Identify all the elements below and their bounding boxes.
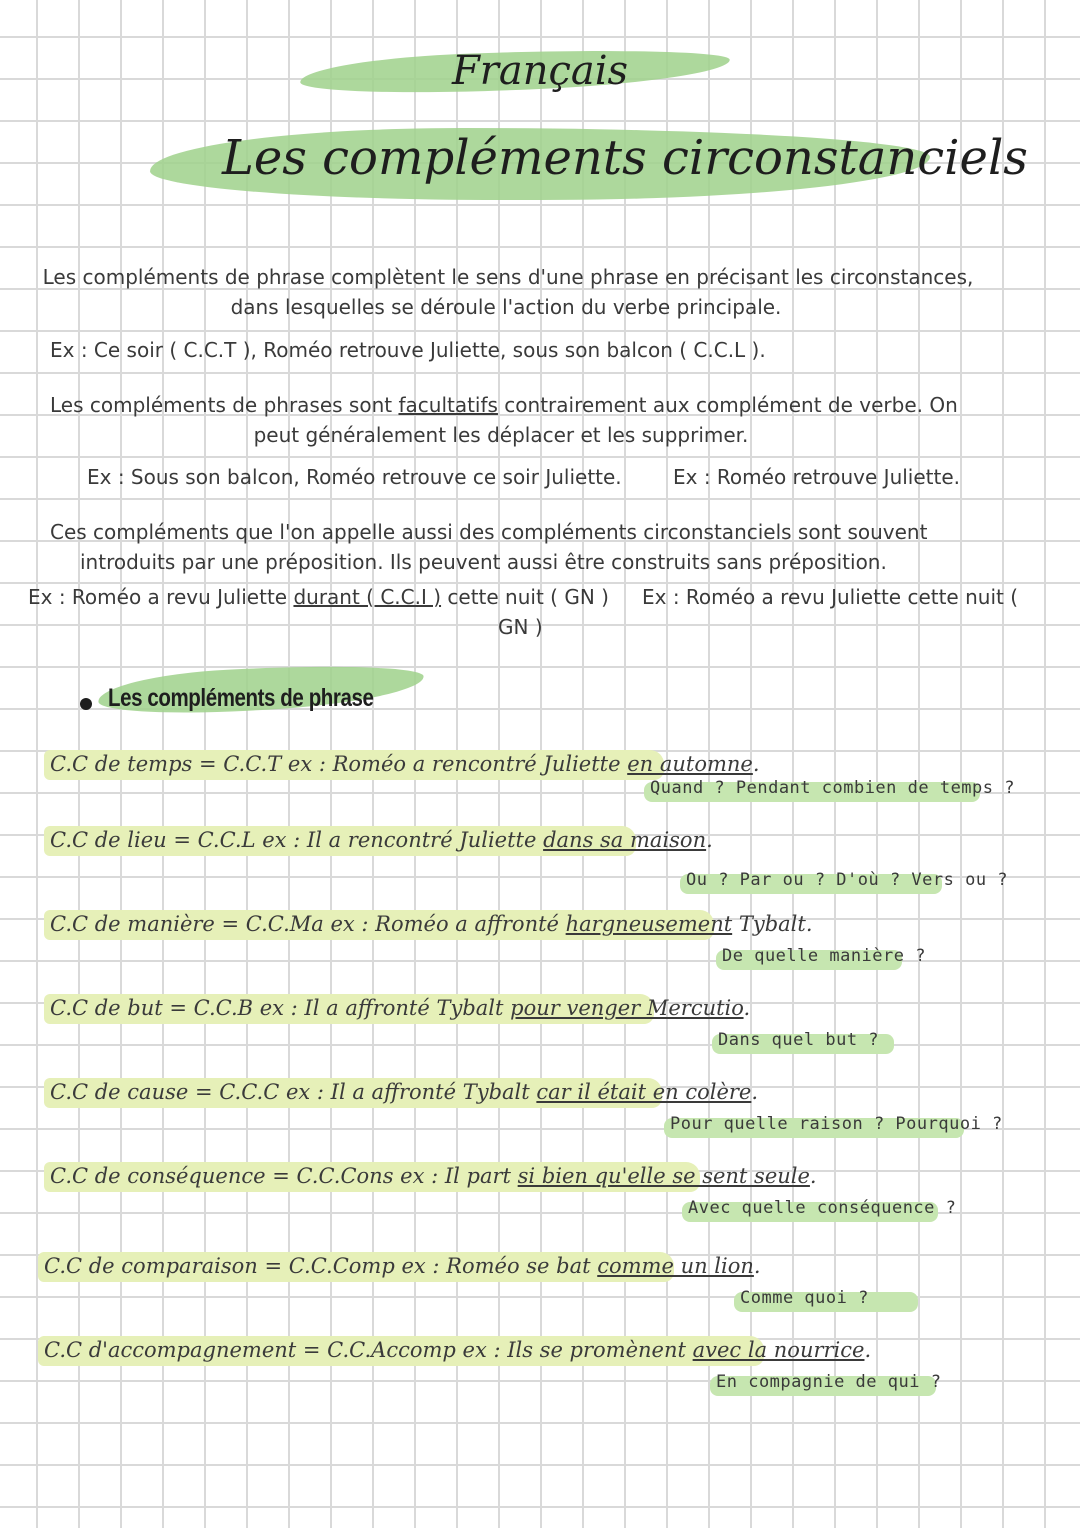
preposition-example-2: Ex : Roméo a revu Juliette cette nuit ( [642,585,1019,609]
complement-end: . [809,1164,817,1188]
preposition-example-1-b: cette nuit ( GN ) [441,585,609,609]
complement-example: avec la nourrice [692,1338,865,1362]
complement-definition: C.C de but = C.C.B ex : Il a affronté Tybalt [50,996,511,1020]
complement-question: Dans quel but ? [718,1030,880,1050]
complement-definition: C.C de lieu = C.C.L ex : Il a rencontré Juliette [50,828,544,852]
complement-entry [50,996,750,1020]
intro-line-2: dans lesquelles se déroule l'action du verbe principale. [230,295,782,319]
optional-example-2: Ex : Roméo retrouve Juliette. [673,465,961,489]
complement-question: Pour quelle raison ? Pourquoi ? [670,1114,1003,1134]
complement-entry [50,1164,817,1188]
complement-question: Ou ? Par ou ? D'où ? Vers ou ? [686,870,1009,890]
optional-text-a: Les compléments de phrases sont [50,393,399,417]
complement-example: hargneusement [565,912,733,936]
optional-text-b: contrairement aux complément de verbe. On [497,393,958,417]
intro-example: Ex : Ce soir ( C.C.T ), Roméo retrouve Juliette, sous son balcon ( C.C.L ). [50,338,766,362]
subject-title: Français [452,48,629,94]
complement-example: si bien qu'elle se sent seule [517,1164,810,1188]
complement-example: dans sa maison [543,828,707,852]
page-title: Les compléments circonstanciels [222,130,1028,186]
complement-definition: C.C de temps = C.C.T ex : Roméo a rencontré Juliette [50,752,628,776]
bullet-icon [80,698,92,710]
complement-end: . [751,1080,759,1104]
complement-question: Comme quoi ? [740,1288,869,1308]
complement-entry [44,1338,871,1362]
complement-definition: C.C de cause = C.C.C ex : Il a affronté Tybalt [50,1080,537,1104]
complement-example: car il était en colère [536,1080,752,1104]
preposition-line-1: Ces compléments que l'on appelle aussi des compléments circonstanciels sont souvent [50,520,928,544]
preposition-example-1-a: Ex : Roméo a revu Juliette [28,585,294,609]
complement-end: . [753,1254,761,1278]
complement-entry [50,828,713,852]
complement-entry [44,1254,761,1278]
complement-question: Quand ? Pendant combien de temps ? [650,778,1015,798]
complement-end: . [752,752,760,776]
optional-keyword: facultatifs [398,393,498,417]
preposition-example-1 [28,585,609,609]
complement-example: pour venger Mercutio [510,996,744,1020]
section-title: Les compléments de phrase [108,684,374,712]
preposition-line-2: introduits par une préposition. Ils peuvent aussi être construits sans préposition. [80,550,887,574]
complement-definition: C.C de comparaison = C.C.Comp ex : Roméo se bat [44,1254,598,1278]
complement-end: Tybalt. [732,912,813,936]
complement-entry [50,752,760,776]
optional-example-1: Ex : Sous son balcon, Roméo retrouve ce soir Juliette. [87,465,622,489]
complement-question: En compagnie de qui ? [716,1372,942,1392]
complement-definition: C.C de manière = C.C.Ma ex : Roméo a affronté [50,912,566,936]
complement-entry [50,1080,758,1104]
preposition-example-1-u: durant ( C.C.I ) [293,585,442,609]
complement-question: Avec quelle conséquence ? [688,1198,957,1218]
complement-end: . [706,828,713,852]
complement-end: . [743,996,751,1020]
complement-entry [50,912,813,936]
complement-definition: C.C de conséquence = C.C.Cons ex : Il part [50,1164,518,1188]
complement-question: De quelle manière ? [722,946,926,966]
optional-line-1 [50,393,958,417]
intro-line-1: Les compléments de phrase complètent le sens d'une phrase en précisant les circonstances, [42,265,974,289]
complement-definition: C.C d'accompagnement = C.C.Accomp ex : Ils se promènent [44,1338,693,1362]
complement-example: comme un lion [597,1254,754,1278]
optional-line-2: peut généralement les déplacer et les supprimer. [253,423,749,447]
complement-example: en automne [627,752,753,776]
complement-end: . [864,1338,872,1362]
preposition-example-2-cont: GN ) [498,615,543,639]
